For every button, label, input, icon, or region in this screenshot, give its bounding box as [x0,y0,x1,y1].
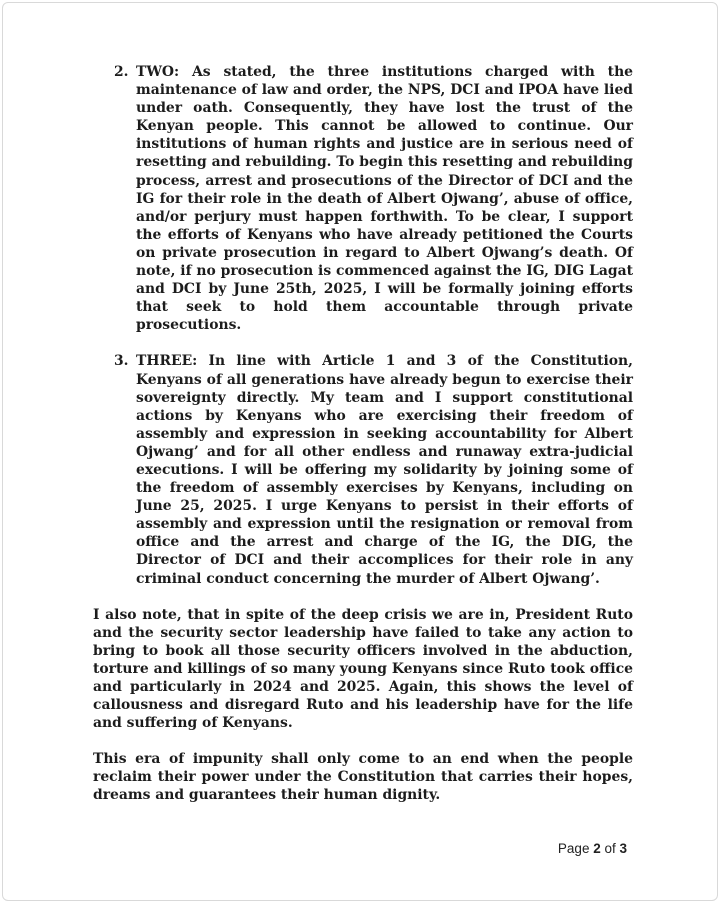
body-paragraph: I also note, that in spite of the deep crisis we are in, President Ruto and the security sector leadership have failed to take any action to bring to book all those security officers involved in the abduction, torture and killings of so many young Kenyans since Ruto took office and particularly in 2024 and 2025. Again, this shows the level of callousness and disregard Ruto and his leadership have for the life and suffering of Kenyans. [93,606,633,732]
list-item-text: THREE: In line with Article 1 and 3 of the Constitution, Kenyans of all generations have already begun to exercise their sovereignty directly. My team and I support constitutional actions by Kenyans who are exercising their freedom of assembly and expression in seeking accountability for Albert Ojwang’ and for all other endless and runaway extra-judicial executions. I will be offering my solidarity by joining some of the freedom of assembly exercises by Kenyans, including on June 25, 2025. I urge Kenyans to persist in their efforts of assembly and expression until the resignation or removal from office and the arrest and charge of the IG, the DIG, the Director of DCI and their accomplices for their role in any criminal conduct concerning the murder of Albert Ojwang’. [136,353,633,587]
body-paragraph: This era of impunity shall only come to an end when the people reclaim their power under the Constitution that carries their hopes, dreams and guarantees their human dignity. [93,751,633,804]
page-label: Page [557,841,594,856]
list-item-text: TWO: As stated, the three institutions charged with the maintenance of law and order, the NPS, DCI and IPOA have lied under oath. Consequently, they have lost the trust of the Kenyan people. This cannot be allowed to continue. Our institutions of human rights and justice are in serious need of resetting and rebuilding. To begin this resetting and rebuilding process, arrest and prosecutions of the Director of DCI and the IG for their role in the death of Albert Ojwang’, abuse of office, and/or perjury must happen forthwith. To be clear, I support the efforts of Kenyans who have already petitioned the Courts on private prosecution in regard to Albert Ojwang’s death. Of note, if no prosecution is commenced against the IG, DIG Lagat and DCI by June 25th, 2025, I will be formally joining efforts that seek to hold them accountable through private prosecutions. [136,64,633,334]
page-number [558,841,627,856]
list-item [93,352,633,587]
total-pages: 3 [619,841,627,856]
document-page [2,2,718,901]
numbered-list [93,63,633,588]
page-of-label: of [600,841,620,856]
list-item-number: 3. [114,353,129,370]
list-item-number: 2. [114,64,129,80]
list-item [93,63,633,334]
document-body [93,63,633,823]
current-page: 2 [593,841,601,856]
